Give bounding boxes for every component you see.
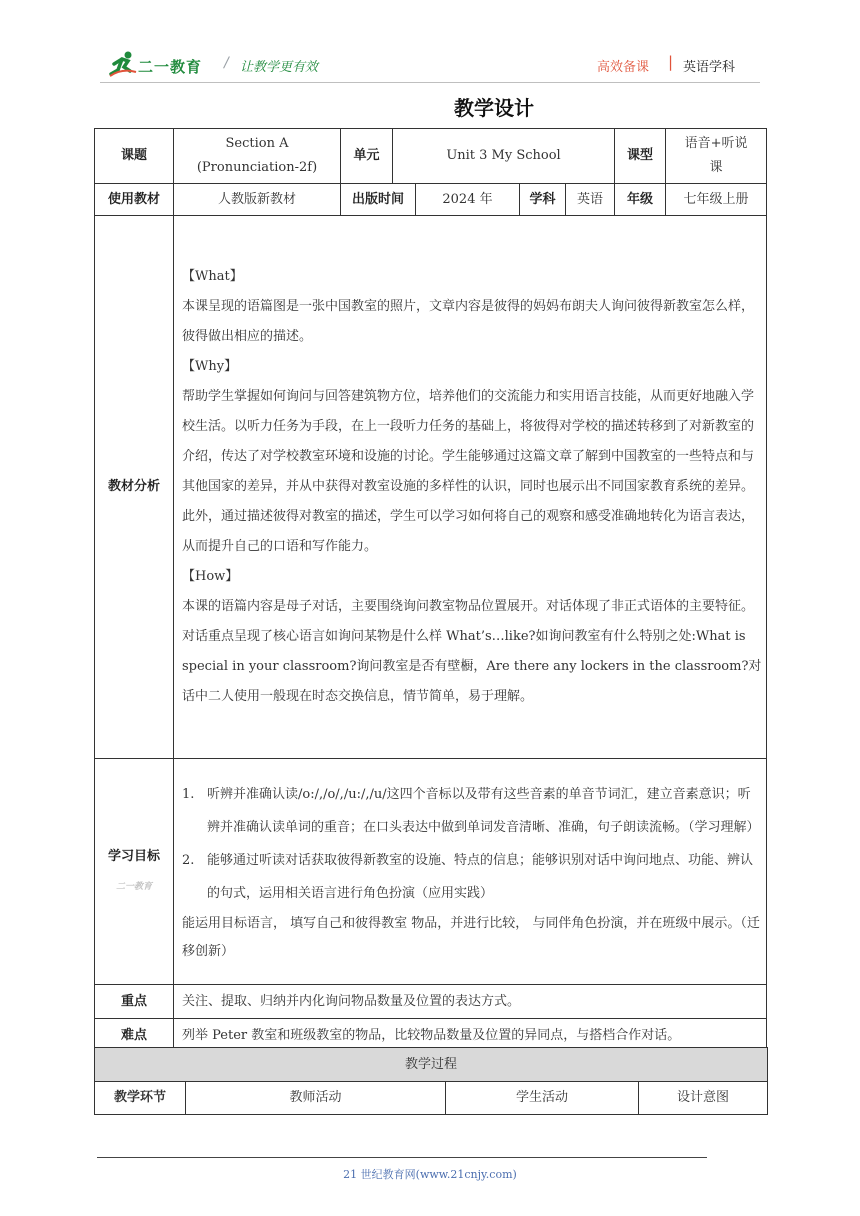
runner-logo-icon bbox=[108, 50, 138, 78]
subject-label: 学科 bbox=[520, 184, 566, 216]
unit-label: 单元 bbox=[341, 129, 393, 184]
lesson-info-table bbox=[94, 128, 767, 1053]
footer-divider bbox=[97, 1157, 707, 1158]
topic-label: 课题 bbox=[95, 129, 174, 184]
textbook-value: 人教版新教材 bbox=[174, 184, 341, 216]
why-text: 帮助学生掌握如何询问与回答建筑物方位，培养他们的交流能力和实用语言技能，从而更好地融入学校生活。以听力任务为手段，在上一段听力任务的基础上，将彼得对学校的描述转移到了对新教室的介绍，传达了对学校教室环境和设施的讨论。学生能够通过这篇文章了解到中国教室的一些特点和与其他国家的差异，并从中获得对教室设施的多样性的认识，同时也展示出不同国家教育系统的差异。此外，通过描述彼得对教室的描述，学生可以学习如何将自己的观察和感受准确地转化为语言表达，从而提升自己的口语和写作能力。 bbox=[182, 389, 755, 554]
goals-content bbox=[174, 759, 767, 985]
why-heading: 【Why】 bbox=[182, 359, 238, 374]
logo-text: 二一教育 bbox=[138, 58, 203, 76]
topic-value bbox=[174, 129, 341, 184]
goals-label: 学习目标 bbox=[107, 848, 160, 864]
textbook-label: 使用教材 bbox=[95, 184, 174, 216]
goal-number: 1. bbox=[182, 786, 195, 802]
topic-line-1: Section A bbox=[225, 136, 289, 151]
grade-value: 七年级上册 bbox=[666, 184, 767, 216]
type-label: 课型 bbox=[615, 129, 666, 184]
header-tag-subject: 英语学科 bbox=[683, 60, 736, 75]
goal-item-2 bbox=[182, 844, 762, 910]
process-title: 教学过程 bbox=[95, 1048, 768, 1082]
logo bbox=[108, 50, 220, 80]
grade-label: 年级 bbox=[615, 184, 666, 216]
goals-label-cell bbox=[95, 759, 174, 985]
analysis-label: 教材分析 bbox=[95, 216, 174, 759]
difficulty-label: 难点 bbox=[95, 1019, 174, 1053]
header-divider bbox=[100, 82, 760, 83]
teaching-process-table bbox=[94, 1047, 768, 1115]
what-text: 本课呈现的语篇图是一张中国教室的照片，文章内容是彼得的妈妈布朗夫人询问彼得新教室怎么样，彼得做出相应的描述。 bbox=[182, 299, 755, 344]
goal-number: 2. bbox=[182, 852, 195, 868]
col-teaching-step: 教学环节 bbox=[95, 1082, 186, 1115]
subject-value: 英语 bbox=[566, 184, 615, 216]
header-tag-divider: | bbox=[668, 53, 674, 71]
process-header-row bbox=[95, 1082, 768, 1115]
slogan: 让教学更有效 bbox=[240, 60, 319, 75]
info-row-topic bbox=[95, 129, 767, 184]
topic-line-2: (Pronunciation-2f) bbox=[196, 160, 318, 175]
footer-source[interactable]: 21 世纪教育网(www.21cnjy.com) bbox=[343, 1168, 517, 1181]
goal-item-3: 能运用目标语言， 填写自己和彼得教室 物品，并进行比较， 与同伴角色扮演，并在班级中展示。（迁移创新） bbox=[182, 915, 760, 959]
unit-value: Unit 3 My School bbox=[393, 129, 615, 184]
pubdate-value: 2024 年 bbox=[416, 184, 520, 216]
key-point-text: 关注、提取、归纳并内化询问物品数量及位置的表达方式。 bbox=[174, 985, 767, 1019]
how-heading: 【How】 bbox=[182, 569, 239, 584]
goal-text: 能够通过听读对话获取彼得新教室的设施、特点的信息；能够识别对话中询问地点、功能、辨认的句式，运用相关语言进行角色扮演（应用实践） bbox=[207, 852, 754, 901]
header-tag-lesson-prep: 高效备课 bbox=[597, 60, 650, 75]
col-teacher-activity: 教师活动 bbox=[186, 1082, 446, 1115]
type-line-1: 语音+听说 bbox=[684, 136, 748, 151]
pubdate-label: 出版时间 bbox=[341, 184, 416, 216]
process-title-row bbox=[95, 1048, 768, 1082]
goal-item-1 bbox=[182, 778, 762, 844]
goal-text: 听辨并准确认读/o:/,/o/,/u:/,/u/这四个音标以及带有这些音素的单音节词汇，建立音素意识；听辨并准确认读单词的重音；在口头表达中做到单词发音清晰、准确，句子朗读流畅。（学习理解） bbox=[207, 786, 760, 835]
difficulty-text: 列举 Peter 教室和班级教室的物品，比较物品数量及位置的异同点，与搭档合作对话。 bbox=[174, 1019, 767, 1053]
how-text: 本课的语篇内容是母子对话，主要围绕询问教室物品位置展开。对话体现了非正式语体的主要特征。 对话重点呈现了核心语言如询问某物是什么样 What’s…like?如询问教室有什么特别之处:What is special in your classroom?询问教室是否有壁橱，Are there any lockers in the classroom?对话中二人使用一般现在时态交换信息，情节简单，易于理解。 bbox=[182, 599, 762, 704]
goals-row bbox=[95, 759, 767, 985]
what-heading: 【What】 bbox=[182, 269, 243, 284]
analysis-content bbox=[174, 216, 767, 759]
key-point-row bbox=[95, 985, 767, 1019]
watermark-logo: 二一教育 bbox=[115, 881, 152, 892]
type-line-2: 课 bbox=[709, 160, 723, 175]
page-header bbox=[0, 0, 860, 90]
type-value bbox=[666, 129, 767, 184]
document-title: 教学设计 bbox=[454, 96, 534, 120]
col-student-activity: 学生活动 bbox=[446, 1082, 639, 1115]
info-row-textbook bbox=[95, 184, 767, 216]
slogan-separator: / bbox=[224, 55, 229, 71]
key-point-label: 重点 bbox=[95, 985, 174, 1019]
analysis-row bbox=[95, 216, 767, 759]
col-design-intent: 设计意图 bbox=[639, 1082, 768, 1115]
